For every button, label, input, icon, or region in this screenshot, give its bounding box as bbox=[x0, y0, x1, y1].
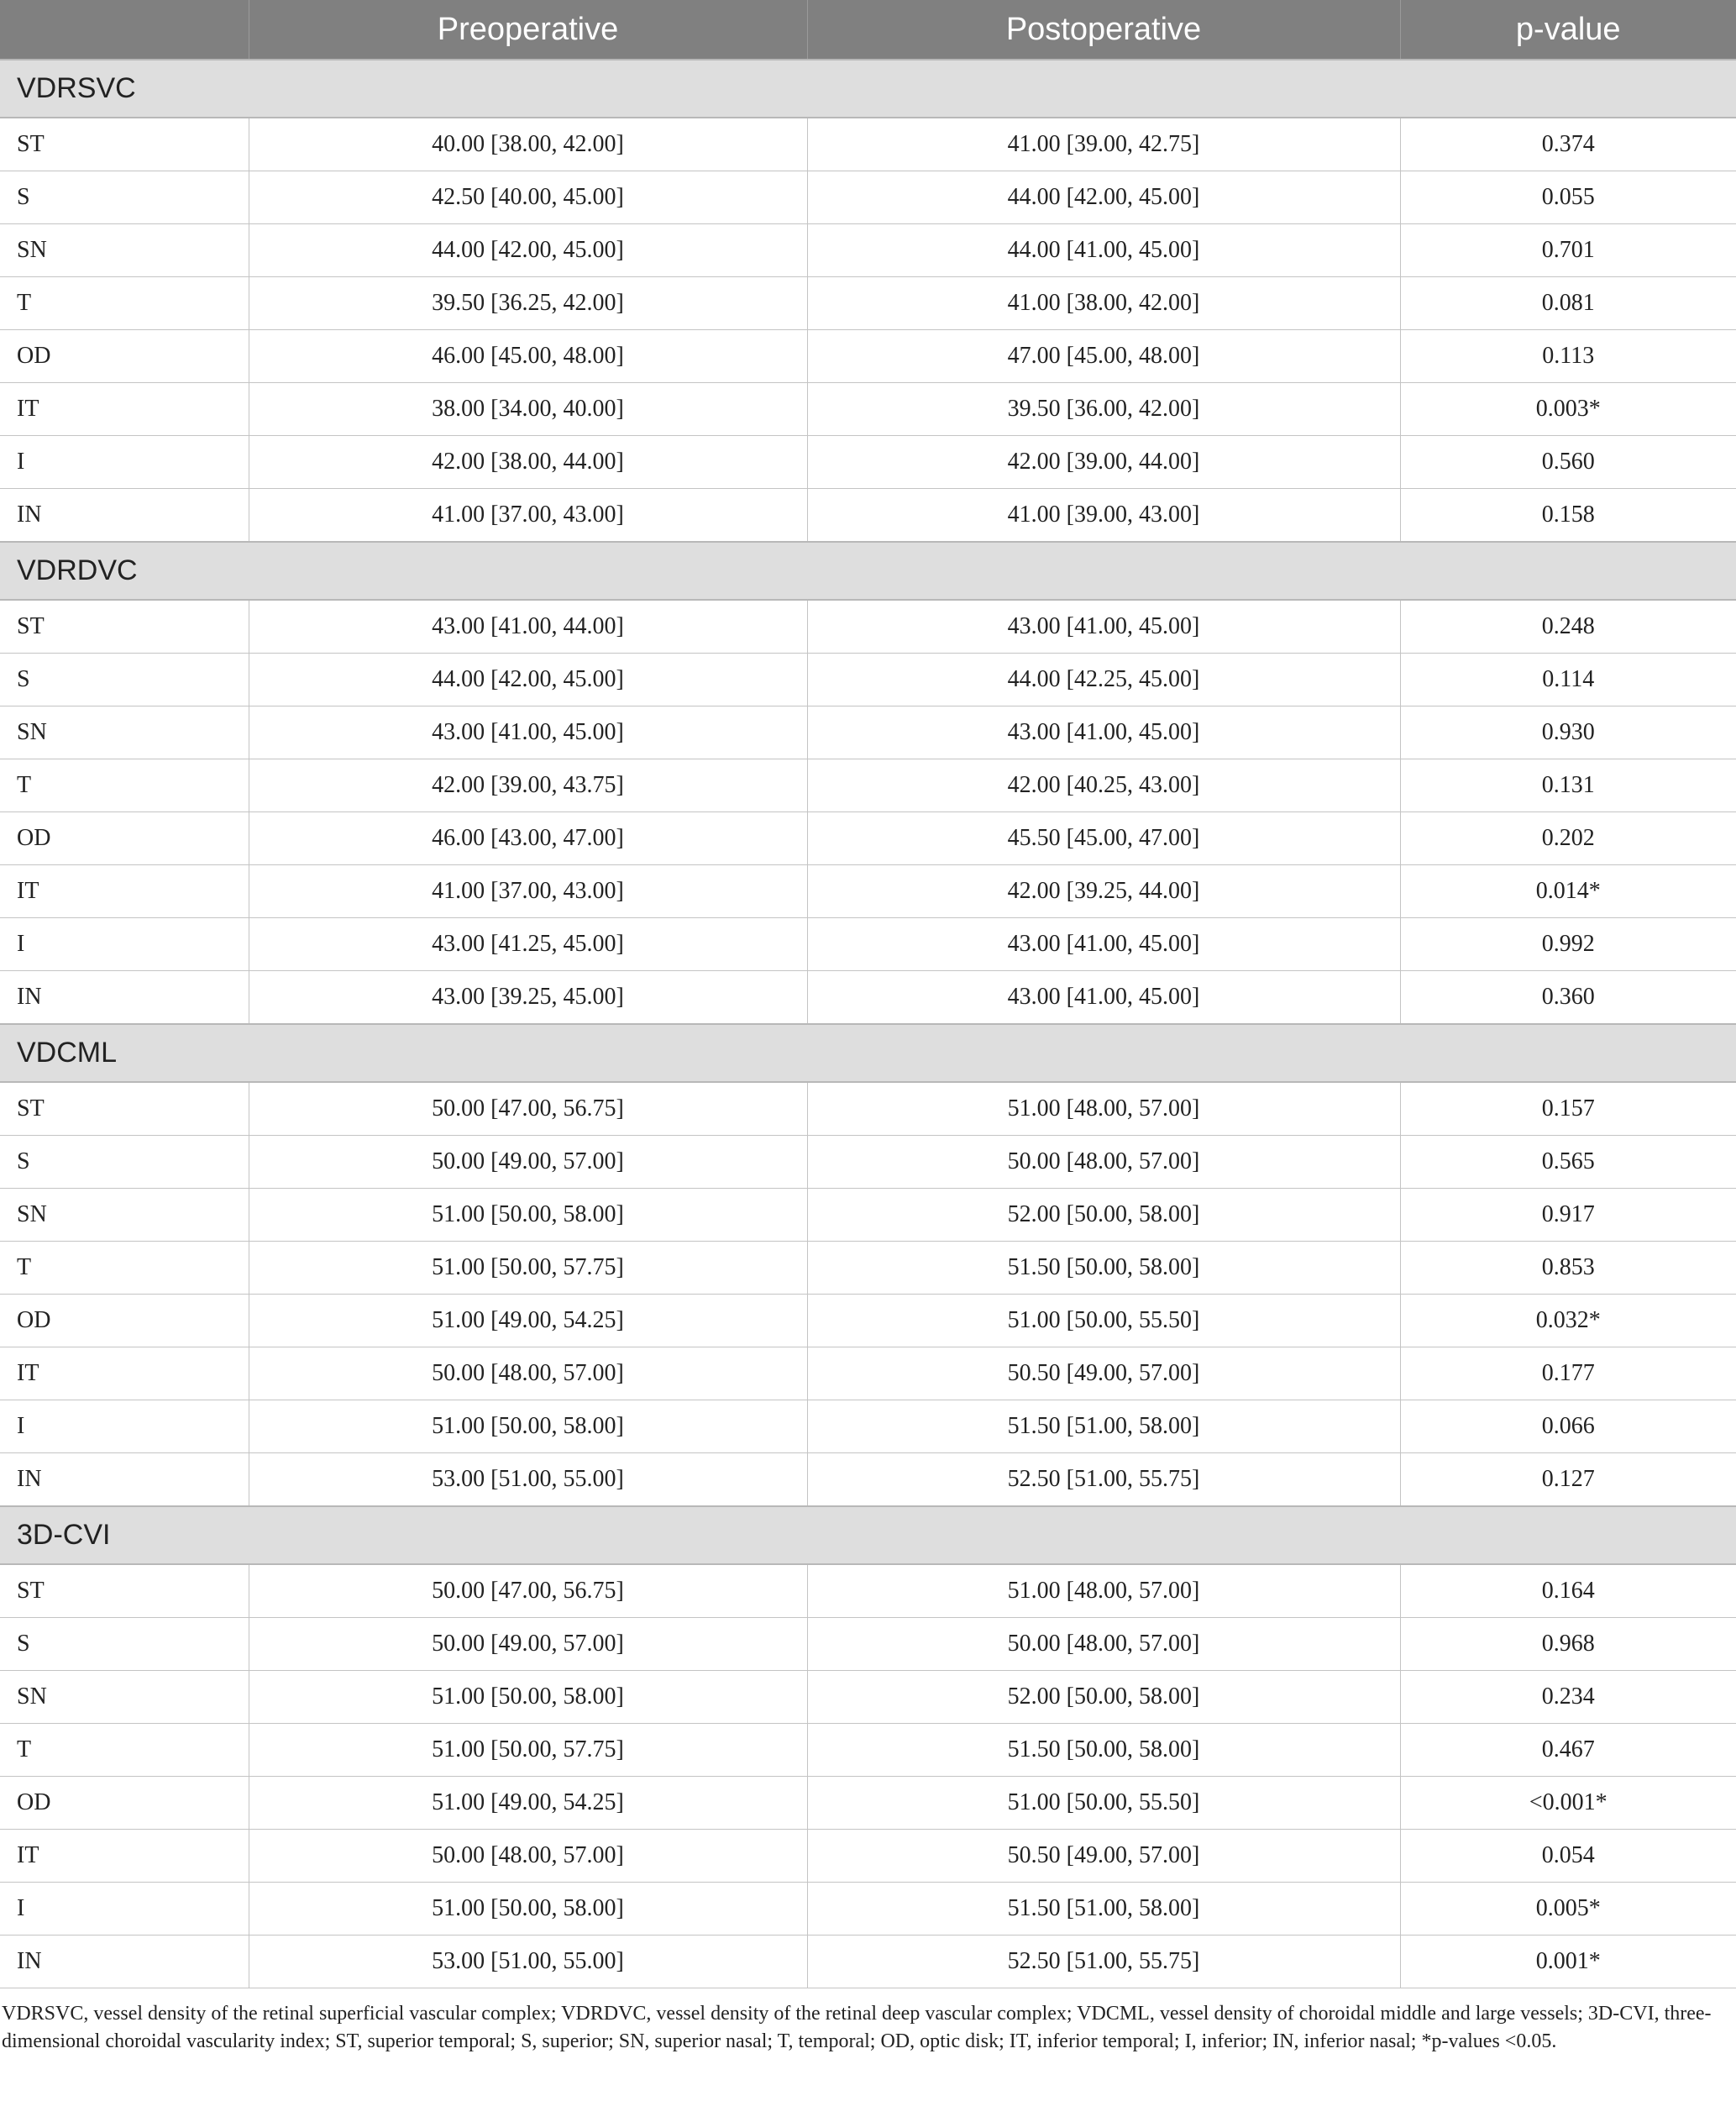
region-cell: IT bbox=[0, 865, 249, 918]
table-row bbox=[0, 436, 1736, 489]
p-value-cell: 0.853 bbox=[1400, 1242, 1736, 1295]
postoperative-cell: 52.50 [51.00, 55.75] bbox=[807, 1936, 1400, 1988]
region-cell: I bbox=[0, 918, 249, 971]
preoperative-cell: 53.00 [51.00, 55.00] bbox=[249, 1453, 807, 1507]
postoperative-cell: 41.00 [39.00, 43.00] bbox=[807, 489, 1400, 543]
postoperative-cell: 50.00 [48.00, 57.00] bbox=[807, 1618, 1400, 1671]
preoperative-cell: 53.00 [51.00, 55.00] bbox=[249, 1936, 807, 1988]
section-title: 3D-CVI bbox=[0, 1506, 1736, 1564]
region-cell: SN bbox=[0, 224, 249, 277]
postoperative-cell: 52.00 [50.00, 58.00] bbox=[807, 1671, 1400, 1724]
p-value-cell: 0.917 bbox=[1400, 1189, 1736, 1242]
header-row bbox=[0, 0, 1736, 60]
postoperative-cell: 51.50 [51.00, 58.00] bbox=[807, 1883, 1400, 1936]
postoperative-cell: 51.50 [50.00, 58.00] bbox=[807, 1724, 1400, 1777]
p-value-cell: 0.066 bbox=[1400, 1400, 1736, 1453]
section-title: VDRSVC bbox=[0, 60, 1736, 118]
postoperative-cell: 43.00 [41.00, 45.00] bbox=[807, 600, 1400, 654]
region-cell: ST bbox=[0, 600, 249, 654]
section-row bbox=[0, 542, 1736, 600]
table-row bbox=[0, 489, 1736, 543]
table-row bbox=[0, 1295, 1736, 1347]
table-row bbox=[0, 654, 1736, 706]
table-row bbox=[0, 1400, 1736, 1453]
region-cell: OD bbox=[0, 1777, 249, 1830]
postoperative-cell: 51.00 [48.00, 57.00] bbox=[807, 1564, 1400, 1618]
region-cell: I bbox=[0, 1400, 249, 1453]
postoperative-cell: 51.50 [50.00, 58.00] bbox=[807, 1242, 1400, 1295]
region-cell: S bbox=[0, 654, 249, 706]
postoperative-cell: 39.50 [36.00, 42.00] bbox=[807, 383, 1400, 436]
table-row bbox=[0, 759, 1736, 812]
preoperative-cell: 51.00 [50.00, 58.00] bbox=[249, 1671, 807, 1724]
p-value-cell: 0.054 bbox=[1400, 1830, 1736, 1883]
preoperative-cell: 51.00 [49.00, 54.25] bbox=[249, 1777, 807, 1830]
preoperative-cell: 51.00 [50.00, 58.00] bbox=[249, 1400, 807, 1453]
p-value-cell: 0.701 bbox=[1400, 224, 1736, 277]
preoperative-cell: 51.00 [50.00, 57.75] bbox=[249, 1724, 807, 1777]
postoperative-cell: 43.00 [41.00, 45.00] bbox=[807, 918, 1400, 971]
table-row bbox=[0, 706, 1736, 759]
header-p-value: p-value bbox=[1400, 0, 1736, 60]
p-value-cell: 0.003* bbox=[1400, 383, 1736, 436]
table-row bbox=[0, 1189, 1736, 1242]
table-row bbox=[0, 330, 1736, 383]
region-cell: IT bbox=[0, 1347, 249, 1400]
p-value-cell: 0.157 bbox=[1400, 1082, 1736, 1136]
p-value-cell: 0.248 bbox=[1400, 600, 1736, 654]
table-row bbox=[0, 1883, 1736, 1936]
postoperative-cell: 52.50 [51.00, 55.75] bbox=[807, 1453, 1400, 1507]
preoperative-cell: 43.00 [39.25, 45.00] bbox=[249, 971, 807, 1025]
preoperative-cell: 41.00 [37.00, 43.00] bbox=[249, 489, 807, 543]
preoperative-cell: 42.50 [40.00, 45.00] bbox=[249, 171, 807, 224]
preoperative-cell: 51.00 [50.00, 58.00] bbox=[249, 1883, 807, 1936]
postoperative-cell: 51.50 [51.00, 58.00] bbox=[807, 1400, 1400, 1453]
section-title: VDRDVC bbox=[0, 542, 1736, 600]
p-value-cell: 0.081 bbox=[1400, 277, 1736, 330]
p-value-cell: 0.234 bbox=[1400, 1671, 1736, 1724]
region-cell: ST bbox=[0, 118, 249, 171]
postoperative-cell: 51.00 [50.00, 55.50] bbox=[807, 1295, 1400, 1347]
table-row bbox=[0, 812, 1736, 865]
table-row bbox=[0, 918, 1736, 971]
table-row bbox=[0, 600, 1736, 654]
p-value-cell: 0.164 bbox=[1400, 1564, 1736, 1618]
table-row bbox=[0, 1830, 1736, 1883]
region-cell: T bbox=[0, 277, 249, 330]
preoperative-cell: 43.00 [41.25, 45.00] bbox=[249, 918, 807, 971]
preoperative-cell: 44.00 [42.00, 45.00] bbox=[249, 224, 807, 277]
table-row bbox=[0, 971, 1736, 1025]
region-cell: I bbox=[0, 436, 249, 489]
region-cell: OD bbox=[0, 330, 249, 383]
region-cell: T bbox=[0, 759, 249, 812]
p-value-cell: 0.202 bbox=[1400, 812, 1736, 865]
region-cell: ST bbox=[0, 1564, 249, 1618]
p-value-cell: 0.032* bbox=[1400, 1295, 1736, 1347]
table-row bbox=[0, 1347, 1736, 1400]
p-value-cell: 0.360 bbox=[1400, 971, 1736, 1025]
p-value-cell: 0.158 bbox=[1400, 489, 1736, 543]
postoperative-cell: 52.00 [50.00, 58.00] bbox=[807, 1189, 1400, 1242]
table-row bbox=[0, 1136, 1736, 1189]
table-row bbox=[0, 1671, 1736, 1724]
p-value-cell: 0.565 bbox=[1400, 1136, 1736, 1189]
region-cell: S bbox=[0, 1618, 249, 1671]
preoperative-cell: 50.00 [48.00, 57.00] bbox=[249, 1830, 807, 1883]
postoperative-cell: 50.50 [49.00, 57.00] bbox=[807, 1830, 1400, 1883]
region-cell: ST bbox=[0, 1082, 249, 1136]
p-value-cell: 0.001* bbox=[1400, 1936, 1736, 1988]
region-cell: IN bbox=[0, 1453, 249, 1507]
preoperative-cell: 43.00 [41.00, 45.00] bbox=[249, 706, 807, 759]
region-cell: OD bbox=[0, 812, 249, 865]
postoperative-cell: 42.00 [39.00, 44.00] bbox=[807, 436, 1400, 489]
region-cell: IN bbox=[0, 971, 249, 1025]
table-row bbox=[0, 224, 1736, 277]
p-value-cell: 0.014* bbox=[1400, 865, 1736, 918]
region-cell: S bbox=[0, 1136, 249, 1189]
postoperative-cell: 43.00 [41.00, 45.00] bbox=[807, 706, 1400, 759]
table-row bbox=[0, 1242, 1736, 1295]
region-cell: S bbox=[0, 171, 249, 224]
postoperative-cell: 45.50 [45.00, 47.00] bbox=[807, 812, 1400, 865]
p-value-cell: 0.131 bbox=[1400, 759, 1736, 812]
section-title: VDCML bbox=[0, 1024, 1736, 1082]
table-footnote: VDRSVC, vessel density of the retinal superficial vascular complex; VDRDVC, vessel density of the retinal deep vascular complex; VDCML, vessel density of choroidal middle and large vessels; 3D-CVI, three-dimensional choroidal vascularity index; ST, superior temporal; S, superior; SN, superior nasal; T, temporal; OD, optic disk; IT, inferior temporal; I, inferior; IN, inferior nasal; *p-values <0.05. bbox=[2, 2003, 1712, 2052]
postoperative-cell: 51.00 [50.00, 55.50] bbox=[807, 1777, 1400, 1830]
section-row bbox=[0, 1506, 1736, 1564]
region-cell: SN bbox=[0, 1189, 249, 1242]
p-value-cell: 0.127 bbox=[1400, 1453, 1736, 1507]
preoperative-cell: 43.00 [41.00, 44.00] bbox=[249, 600, 807, 654]
table-row bbox=[0, 277, 1736, 330]
preoperative-cell: 40.00 [38.00, 42.00] bbox=[249, 118, 807, 171]
section-row bbox=[0, 60, 1736, 118]
p-value-cell: 0.968 bbox=[1400, 1618, 1736, 1671]
region-cell: OD bbox=[0, 1295, 249, 1347]
region-cell: IN bbox=[0, 1936, 249, 1988]
table-row bbox=[0, 383, 1736, 436]
p-value-cell: 0.992 bbox=[1400, 918, 1736, 971]
header-region bbox=[0, 0, 249, 60]
p-value-cell: 0.114 bbox=[1400, 654, 1736, 706]
postoperative-cell: 44.00 [42.00, 45.00] bbox=[807, 171, 1400, 224]
postoperative-cell: 42.00 [39.25, 44.00] bbox=[807, 865, 1400, 918]
preoperative-cell: 51.00 [50.00, 57.75] bbox=[249, 1242, 807, 1295]
preoperative-cell: 42.00 [39.00, 43.75] bbox=[249, 759, 807, 812]
postoperative-cell: 44.00 [42.25, 45.00] bbox=[807, 654, 1400, 706]
section-row bbox=[0, 1024, 1736, 1082]
p-value-cell: 0.055 bbox=[1400, 171, 1736, 224]
region-cell: T bbox=[0, 1724, 249, 1777]
table-row bbox=[0, 1618, 1736, 1671]
postoperative-cell: 50.50 [49.00, 57.00] bbox=[807, 1347, 1400, 1400]
table-body bbox=[0, 60, 1736, 1988]
region-cell: IT bbox=[0, 1830, 249, 1883]
postoperative-cell: 47.00 [45.00, 48.00] bbox=[807, 330, 1400, 383]
table-row bbox=[0, 1453, 1736, 1507]
table-row bbox=[0, 865, 1736, 918]
preoperative-cell: 50.00 [47.00, 56.75] bbox=[249, 1564, 807, 1618]
p-value-cell: 0.930 bbox=[1400, 706, 1736, 759]
header-preoperative: Preoperative bbox=[249, 0, 807, 60]
postoperative-cell: 50.00 [48.00, 57.00] bbox=[807, 1136, 1400, 1189]
table-row bbox=[0, 1724, 1736, 1777]
postoperative-cell: 43.00 [41.00, 45.00] bbox=[807, 971, 1400, 1025]
preoperative-cell: 50.00 [49.00, 57.00] bbox=[249, 1618, 807, 1671]
p-value-cell: 0.177 bbox=[1400, 1347, 1736, 1400]
table-row bbox=[0, 1082, 1736, 1136]
table-row bbox=[0, 171, 1736, 224]
postoperative-cell: 51.00 [48.00, 57.00] bbox=[807, 1082, 1400, 1136]
region-cell: IN bbox=[0, 489, 249, 543]
p-value-cell: 0.005* bbox=[1400, 1883, 1736, 1936]
postoperative-cell: 44.00 [41.00, 45.00] bbox=[807, 224, 1400, 277]
preoperative-cell: 50.00 [47.00, 56.75] bbox=[249, 1082, 807, 1136]
region-cell: SN bbox=[0, 1671, 249, 1724]
region-cell: IT bbox=[0, 383, 249, 436]
table-row bbox=[0, 118, 1736, 171]
header-postoperative: Postoperative bbox=[807, 0, 1400, 60]
preoperative-cell: 39.50 [36.25, 42.00] bbox=[249, 277, 807, 330]
table-row bbox=[0, 1936, 1736, 1988]
region-cell: T bbox=[0, 1242, 249, 1295]
preoperative-cell: 51.00 [50.00, 58.00] bbox=[249, 1189, 807, 1242]
preoperative-cell: 46.00 [43.00, 47.00] bbox=[249, 812, 807, 865]
p-value-cell: 0.560 bbox=[1400, 436, 1736, 489]
preoperative-cell: 46.00 [45.00, 48.00] bbox=[249, 330, 807, 383]
p-value-cell: 0.374 bbox=[1400, 118, 1736, 171]
region-cell: SN bbox=[0, 706, 249, 759]
preoperative-cell: 42.00 [38.00, 44.00] bbox=[249, 436, 807, 489]
preoperative-cell: 41.00 [37.00, 43.00] bbox=[249, 865, 807, 918]
preoperative-cell: 50.00 [48.00, 57.00] bbox=[249, 1347, 807, 1400]
postoperative-cell: 41.00 [39.00, 42.75] bbox=[807, 118, 1400, 171]
region-cell: I bbox=[0, 1883, 249, 1936]
table-row bbox=[0, 1564, 1736, 1618]
preoperative-cell: 51.00 [49.00, 54.25] bbox=[249, 1295, 807, 1347]
preoperative-cell: 44.00 [42.00, 45.00] bbox=[249, 654, 807, 706]
preoperative-cell: 38.00 [34.00, 40.00] bbox=[249, 383, 807, 436]
p-value-cell: 0.467 bbox=[1400, 1724, 1736, 1777]
postoperative-cell: 41.00 [38.00, 42.00] bbox=[807, 277, 1400, 330]
p-value-cell: <0.001* bbox=[1400, 1777, 1736, 1830]
p-value-cell: 0.113 bbox=[1400, 330, 1736, 383]
postoperative-cell: 42.00 [40.25, 43.00] bbox=[807, 759, 1400, 812]
table-row bbox=[0, 1777, 1736, 1830]
preoperative-cell: 50.00 [49.00, 57.00] bbox=[249, 1136, 807, 1189]
